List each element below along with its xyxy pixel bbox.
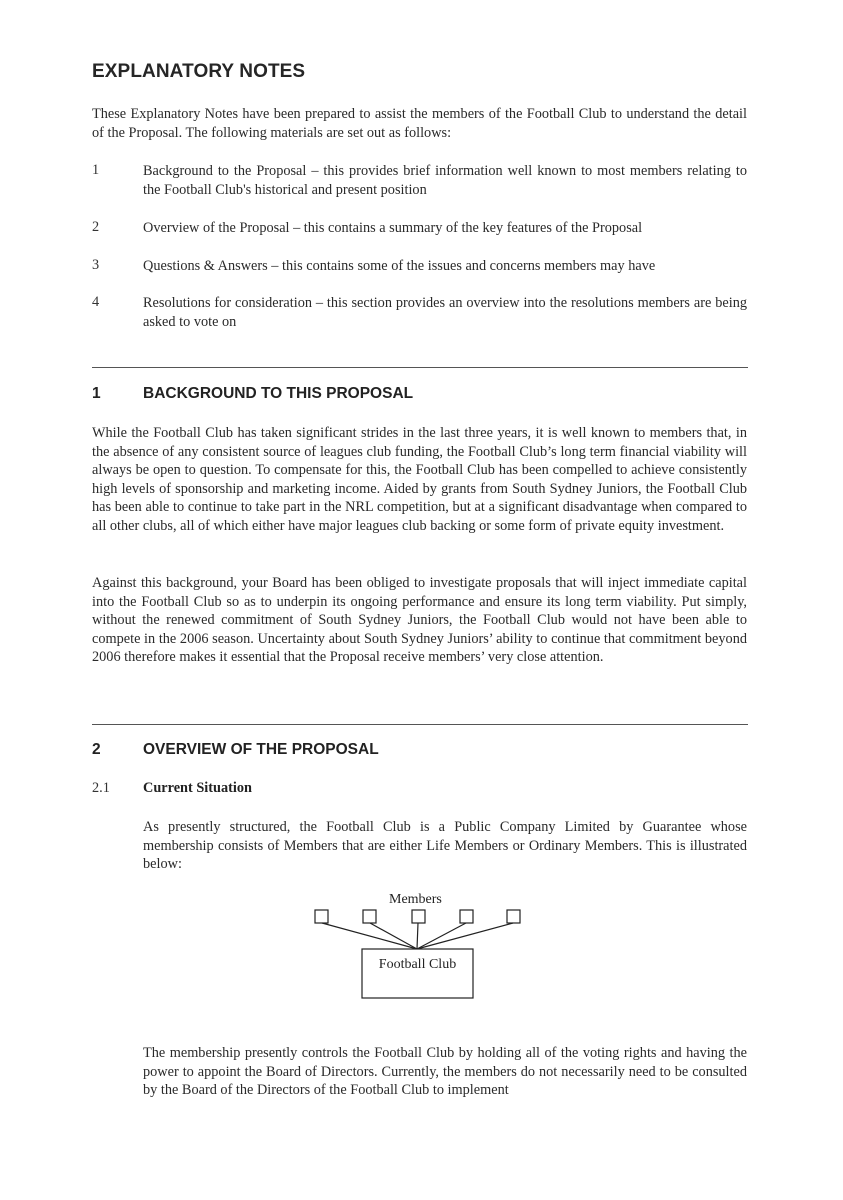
connector-line	[417, 923, 513, 949]
list-item-text: Overview of the Proposal – this contains a summary of the key features of the Proposal	[143, 220, 643, 236]
page-title: EXPLANATORY NOTES	[92, 61, 306, 82]
connector-line	[322, 923, 417, 949]
intro-paragraph: These Explanatory Notes have been prepared to assist the members of the Football Club to understand the detail of the Proposal. The following materials are set out as follows:	[92, 106, 747, 141]
member-box	[315, 910, 328, 923]
section-paragraph: While the Football Club has taken significant strides in the last three years, it is well known to members that, in the absence of any consistent source of leagues club funding, the Football Club’s long term financial viability will always be open to question. To compensate for this, the Football Club has been compelled to achieve consistently high levels of sponsorship and marketing income. Aided by grants from South Sydney Juniors, the Football Club has been able to continue to take part in the NRL competition, but at a significant disadvantage when compared to all other clubs, all of which either have major leagues club backing or some form of private equity investment.	[92, 425, 747, 534]
list-item-number: 1	[92, 162, 100, 178]
member-box	[363, 910, 376, 923]
list-item-number: 3	[92, 257, 100, 273]
section-number: 2	[92, 741, 101, 758]
member-box	[507, 910, 520, 923]
section-divider	[92, 724, 748, 725]
connector-line	[417, 923, 418, 949]
section-paragraph: Against this background, your Board has been obliged to investigate proposals that will inject immediate capital into the Football Club so as to underpin its ongoing performance and ensure its long term viability. Put simply, without the renewed commitment of South Sydney Juniors, the Football Club would not have been able to compete in the 2006 season. Uncertainty about South Sydney Juniors’ ability to continue that commitment beyond 2006 therefore makes it essential that the Proposal receive members’ very close attention.	[92, 575, 747, 666]
subsection-number: 2.1	[92, 780, 110, 796]
section-divider	[92, 367, 748, 368]
club-label: Football Club	[378, 957, 457, 972]
diagram-graphic	[300, 888, 540, 1003]
list-item-text: Resolutions for consideration – this section provides an overview into the resolutions members are being asked to vote on	[143, 295, 747, 330]
section-paragraph: As presently structured, the Football Club is a Public Company Limited by Guarantee whose membership consists of Members that are either Life Members or Ordinary Members. This is illustrated below:	[143, 819, 747, 873]
connector-line	[370, 923, 417, 949]
member-box	[460, 910, 473, 923]
section-paragraph: The membership presently controls the Football Club by holding all of the voting rights and having the power to appoint the Board of Directors. Currently, the members do not necessarily need to be consulted by the Board of the Directors of the Football Club to implement	[143, 1045, 747, 1099]
section-number: 1	[92, 385, 101, 402]
list-item-number: 2	[92, 219, 100, 235]
connector-line	[417, 923, 466, 949]
list-item-number: 4	[92, 294, 100, 310]
structure-diagram	[300, 888, 540, 1003]
members-label: Members	[389, 892, 442, 907]
member-box	[412, 910, 425, 923]
list-item-text: Questions & Answers – this contains some of the issues and concerns members may have	[143, 258, 656, 274]
list-item-text: Background to the Proposal – this provides brief information well known to most members relating to the Football Club's historical and present position	[143, 163, 747, 198]
section-heading: OVERVIEW OF THE PROPOSAL	[143, 741, 379, 758]
section-heading: BACKGROUND TO THIS PROPOSAL	[143, 385, 414, 402]
subsection-heading: Current Situation	[143, 780, 252, 796]
